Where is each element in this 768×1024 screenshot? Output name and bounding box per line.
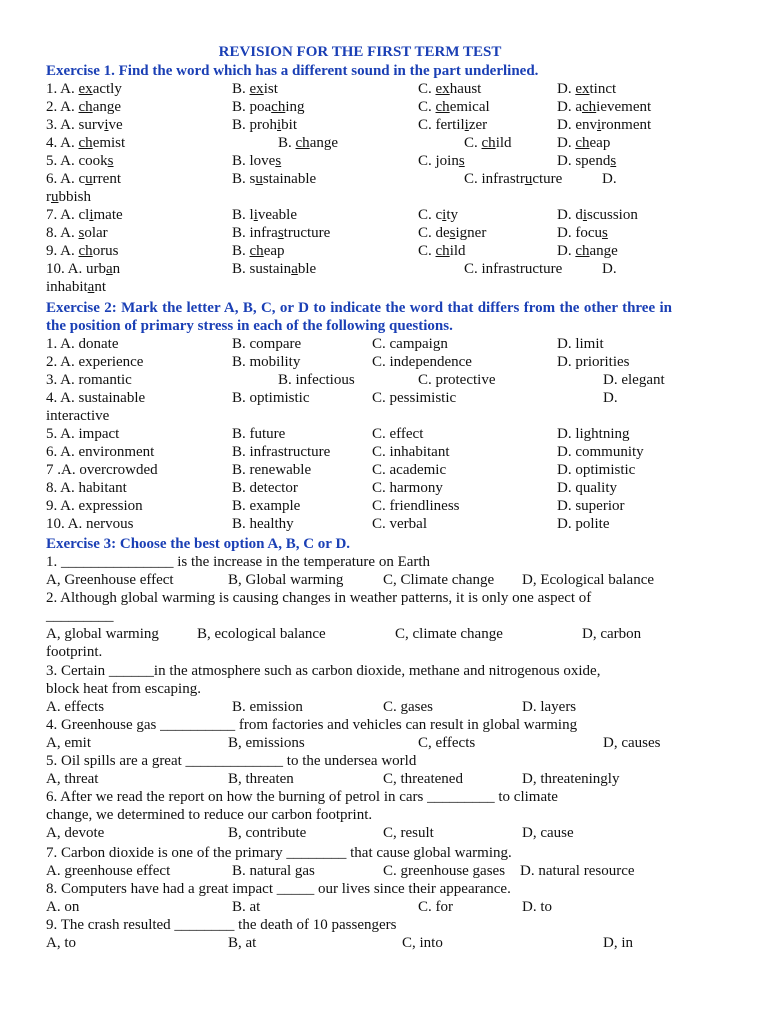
option-a: A, emit (46, 735, 91, 751)
exercise-3-stem (46, 916, 746, 934)
option-c: C. infrastructure (464, 171, 563, 187)
exercise-1-question (46, 260, 746, 278)
option-a: 2. A. experience (46, 354, 144, 370)
exercise-3-options (46, 625, 746, 643)
underlined-part: ex (78, 81, 93, 97)
option-b: B. sustainable (232, 171, 317, 187)
option-c: C. infrastructure (464, 261, 563, 277)
option-a: 9. A. chorus (46, 243, 119, 259)
exercise-3-stem (46, 553, 746, 571)
option-c: C. designer (418, 225, 487, 241)
option-c: C. chemical (418, 99, 490, 115)
option-b: B. example (232, 498, 301, 514)
option-d-continued: interactive (46, 408, 110, 424)
option-d: D. cheap (557, 135, 611, 151)
option-d: D. (602, 171, 617, 187)
exercise-2-question (46, 461, 746, 479)
underlined-part: i (89, 207, 94, 223)
underlined-part: i (597, 117, 602, 133)
exercise-1-question (46, 242, 746, 260)
underlined-part: ex (435, 81, 450, 97)
exercise-1-question (46, 152, 746, 170)
option-a: 1. A. exactly (46, 81, 122, 97)
question-stem: 9. The crash resulted ________ the death of 10 passengers (46, 917, 397, 933)
underlined-part: a (87, 279, 95, 295)
exercise-2-question-wrap (46, 407, 746, 425)
option-d: D. layers (522, 699, 577, 715)
question-stem: 8. Computers have had a great impact _____ our lives since their appearance. (46, 881, 511, 897)
option-a: 6. A. environment (46, 444, 155, 460)
option-b: B. poaching (232, 99, 305, 115)
option-d: D. (602, 261, 617, 277)
exercise-2-question (46, 389, 746, 407)
option-c: C. gases (383, 699, 433, 715)
option-d: D. lightning (557, 426, 630, 442)
exercise-1-question (46, 98, 746, 116)
option-d: D. achievement (557, 99, 652, 115)
option-c: C. city (418, 207, 459, 223)
option-d: D. limit (557, 336, 604, 352)
option-c: C, into (402, 935, 443, 951)
exercise-2-question (46, 515, 746, 533)
exercise-1-question-wrap (46, 188, 746, 206)
exercise-3-options (46, 571, 746, 589)
question-stem: _________ (46, 608, 114, 624)
option-d: D. natural resource (520, 863, 635, 879)
option-c: C. harmony (372, 480, 443, 496)
exercise-3-stem (46, 752, 746, 770)
option-c: C, climate change (395, 626, 503, 642)
underlined-part: ch (271, 99, 286, 115)
option-b: B. detector (232, 480, 298, 496)
underlined-part: ch (435, 99, 450, 115)
option-b: B, ecological balance (197, 626, 326, 642)
option-d: D. focus (557, 225, 608, 241)
underlined-part: s (275, 153, 282, 169)
option-d: D. environment (557, 117, 652, 133)
option-d: D. community (557, 444, 644, 460)
exercise-1-question (46, 170, 746, 188)
option-a: 5. A. impact (46, 426, 120, 442)
question-stem: 4. Greenhouse gas __________ from factories and vehicles can result in global warming (46, 717, 578, 733)
option-a: 8. A. solar (46, 225, 108, 241)
option-d: D. quality (557, 480, 617, 496)
option-a: 10. A. nervous (46, 516, 134, 532)
exercise-3-stem (46, 607, 746, 625)
question-stem: 2. Although global warming is causing changes in weather patterns, it is only one aspect of (46, 590, 592, 606)
option-b: B. loves (232, 153, 282, 169)
question-stem: block heat from escaping. (46, 681, 201, 697)
option-a: 6. A. current (46, 171, 121, 187)
option-a: A, threat (46, 771, 99, 787)
underlined-part: u (51, 189, 59, 205)
question-stem: 6. After we read the report on how the burning of petrol in cars _________ to climate (46, 789, 558, 805)
option-a: 7. A. climate (46, 207, 123, 223)
exercise-2-question (46, 479, 746, 497)
underlined-part: ex (249, 81, 264, 97)
option-a: 9. A. expression (46, 498, 143, 514)
underlined-part: s (602, 225, 608, 241)
option-c: C. campaign (372, 336, 448, 352)
exercise-1-question (46, 116, 746, 134)
underlined-part: i (253, 207, 258, 223)
option-d: D, causes (603, 735, 661, 751)
option-a: A. on (46, 899, 80, 915)
option-b: B. renewable (232, 462, 312, 478)
underlined-part: s (610, 153, 617, 169)
exercise-2-question (46, 443, 746, 461)
option-d: D. change (557, 243, 618, 259)
exercise-2-question (46, 335, 746, 353)
option-b: B. exist (232, 81, 278, 97)
option-d: D, cause (522, 825, 574, 841)
exercise-3-stem (46, 880, 746, 898)
exercise-1-question (46, 80, 746, 98)
exercise-3-stem (46, 788, 746, 806)
option-a: 4. A. sustainable (46, 390, 146, 406)
question-stem: 3. Certain ______in the atmosphere such as carbon dioxide, methane and nitrogenous oxide, (46, 663, 601, 679)
option-a: A. greenhouse effect (46, 863, 171, 879)
underlined-part: s (107, 153, 114, 169)
option-d: D. extinct (557, 81, 617, 97)
option-b: B. optimistic (232, 390, 310, 406)
option-a: A, devote (46, 825, 105, 841)
option-b: B. infrastructure (232, 225, 331, 241)
option-b: B. mobility (232, 354, 301, 370)
option-b: B. infectious (278, 372, 355, 388)
exercise-3-options (46, 934, 746, 952)
underlined-part: ch (575, 243, 590, 259)
option-b: B. cheap (232, 243, 285, 259)
option-c: C, effects (418, 735, 476, 751)
option-c: C. child (418, 243, 466, 259)
underlined-part: ch (481, 135, 496, 151)
question-stem: 5. Oil spills are a great _____________ to the undersea world (46, 753, 417, 769)
exercise-3-stem (46, 589, 746, 607)
underlined-part: a (291, 261, 298, 277)
option-b: B, at (228, 935, 257, 951)
underlined-part: a (106, 261, 113, 277)
exercise-3-options (46, 734, 746, 752)
option-d-continued: inhabitant (46, 279, 107, 295)
option-b: B. compare (232, 336, 302, 352)
underlined-part: u (255, 171, 263, 187)
option-d: D. spends (557, 153, 617, 169)
option-d-continued: rubbish (46, 189, 92, 205)
exercise-3-stem (46, 806, 746, 824)
option-c: C. joins (418, 153, 465, 169)
option-d: D, threateningly (522, 771, 620, 787)
exercise-1-question-wrap (46, 278, 746, 296)
option-a: A. effects (46, 699, 105, 715)
option-c: C. inhabitant (372, 444, 450, 460)
question-stem: footprint. (46, 644, 103, 660)
exercise-3-heading: Exercise 3: Choose the best option A, B, C or D. (46, 536, 351, 552)
underlined-part: ch (435, 243, 450, 259)
option-d: D, Ecological balance (522, 572, 655, 588)
option-d: D. optimistic (557, 462, 636, 478)
underlined-part: u (85, 171, 93, 187)
option-c: C. exhaust (418, 81, 482, 97)
question-stem: 7. Carbon dioxide is one of the primary ________ that cause global warming. (46, 845, 512, 861)
option-c: C. greenhouse gases (383, 863, 506, 879)
underlined-part: i (104, 117, 109, 133)
option-b: B. change (278, 135, 339, 151)
exercise-1-question (46, 206, 746, 224)
option-b: B. future (232, 426, 286, 442)
option-d: D. elegant (603, 372, 665, 388)
option-c: C. protective (418, 372, 496, 388)
underlined-part: ch (78, 135, 93, 151)
underlined-part: s (277, 225, 284, 241)
exercise-2-heading: Exercise 2: Mark the letter A, B, C, or D to indicate the word that differs from the other three in the position of primary stress in each of the following questions. (46, 300, 672, 334)
option-d: D. superior (557, 498, 625, 514)
option-b: B. liveable (232, 207, 297, 223)
option-b: B. sustainable (232, 261, 317, 277)
underlined-part: i (442, 207, 447, 223)
option-a: 2. A. change (46, 99, 122, 115)
underlined-part: i (277, 117, 282, 133)
option-b: B, Global warming (228, 572, 344, 588)
exercise-2-question (46, 353, 746, 371)
underlined-part: ch (249, 243, 264, 259)
underlined-part: ch (78, 243, 93, 259)
option-d: D, carbon (582, 626, 642, 642)
option-c: C. child (464, 135, 512, 151)
exercise-3-stem (46, 844, 746, 862)
option-d: D. polite (557, 516, 610, 532)
option-d: D. priorities (557, 354, 630, 370)
option-a: 3. A. survive (46, 117, 123, 133)
option-a: 4. A. chemist (46, 135, 126, 151)
option-a: 8. A. habitant (46, 480, 127, 496)
exercise-3-options (46, 698, 746, 716)
option-d: D. to (522, 899, 552, 915)
underlined-part: s (449, 225, 456, 241)
option-c: C. verbal (372, 516, 427, 532)
option-c: C, threatened (383, 771, 463, 787)
option-a: 1. A. donate (46, 336, 119, 352)
option-c: C, result (383, 825, 434, 841)
exercise-3-options (46, 824, 746, 842)
exercise-3-stem (46, 680, 746, 698)
exercise-1-question (46, 224, 746, 242)
option-b: B. emission (232, 699, 303, 715)
underlined-part: i (464, 117, 469, 133)
underlined-part: ch (78, 99, 93, 115)
exercise-3-options (46, 862, 746, 880)
option-d: D, in (603, 935, 633, 951)
option-a: 7 .A. overcrowded (46, 462, 158, 478)
option-c: C. independence (372, 354, 472, 370)
option-a: 5. A. cooks (46, 153, 114, 169)
option-b: B. infrastructure (232, 444, 331, 460)
exercise-3-options (46, 898, 746, 916)
option-c: C. effect (372, 426, 424, 442)
option-c: C, Climate change (383, 572, 495, 588)
option-b: B, threaten (228, 771, 294, 787)
exercise-2-question (46, 425, 746, 443)
option-b: B, emissions (228, 735, 305, 751)
underlined-part: ch (582, 99, 597, 115)
question-stem: change, we determined to reduce our carbon footprint. (46, 807, 373, 823)
exercise-2-question (46, 497, 746, 515)
option-b: B, contribute (228, 825, 307, 841)
option-c: C. fertilizer (418, 117, 488, 133)
option-a: A, global warming (46, 626, 159, 642)
underlined-part: s (78, 225, 85, 241)
underlined-part: ex (575, 81, 590, 97)
exercise-3-stem (46, 716, 746, 734)
option-b: B. healthy (232, 516, 294, 532)
underlined-part: ch (295, 135, 310, 151)
option-b: B. prohibit (232, 117, 298, 133)
option-b: B. natural gas (232, 863, 315, 879)
option-c: C. friendliness (372, 498, 460, 514)
option-a: 10. A. urban (46, 261, 121, 277)
option-c: C. academic (372, 462, 447, 478)
underlined-part: u (524, 171, 533, 187)
exercise-3-stem (46, 643, 746, 661)
underlined-part: ch (575, 135, 590, 151)
exercise-2-question (46, 371, 746, 389)
underlined-part: s (458, 153, 465, 169)
page-title: REVISION FOR THE FIRST TERM TEST (218, 44, 502, 60)
exercise-3-stem (46, 662, 746, 680)
option-a: 3. A. romantic (46, 372, 132, 388)
exercise-1-heading: Exercise 1. Find the word which has a different sound in the part underlined. (46, 63, 539, 79)
option-a: A, to (46, 935, 76, 951)
option-d: D. (603, 390, 618, 406)
exercise-3-options (46, 770, 746, 788)
underlined-part: i (582, 207, 588, 223)
option-c: C. pessimistic (372, 390, 457, 406)
option-a: A, Greenhouse effect (46, 572, 174, 588)
exercise-1-question (46, 134, 746, 152)
option-b: B. at (232, 899, 261, 915)
option-c: C. for (418, 899, 453, 915)
option-d: D. discussion (557, 207, 638, 223)
question-stem: 1. _______________ is the increase in the temperature on Earth (46, 554, 431, 570)
